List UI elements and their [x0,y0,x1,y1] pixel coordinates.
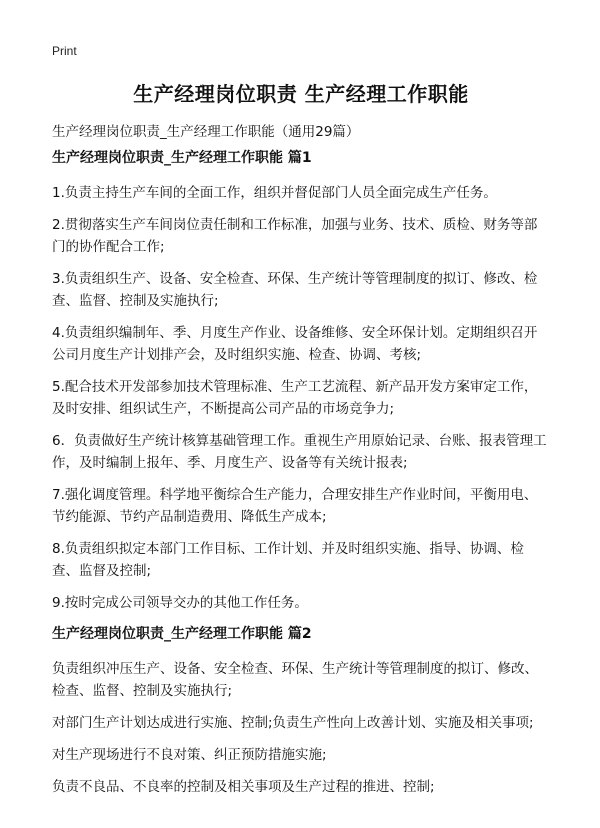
paragraph: 9.按时完成公司领导交办的其他工作任务。 [52,595,308,611]
paragraph: 4.负责组织编制年、季、月度生产作业、设备维修、安全环保计划。定期组织召开公司月度生产计划排产会，及时组织实施、检查、协调、考核; [52,325,538,363]
paragraph: 7.强化调度管理。科学地平衡综合生产能力，合理安排生产作业时间，平衡用电、节约能源、节约产品制造费用、降低生产成本; [52,487,538,525]
paragraph: 5.配合技术开发部参加技术管理标准、生产工艺流程、新产品开发方案审定工作，及时安排、组织试生产，不断提高公司产品的市场竞争力; [52,379,538,417]
section-1 [52,148,550,614]
paragraph: 8.负责组织拟定本部门工作目标、工作计划、并及时组织实施、指导、协调、检查、监督及控制; [52,541,524,579]
section-2 [52,624,550,798]
paragraph: 1.负责主持生产车间的全面工作，组织并督促部门人员全面完成生产任务。 [52,185,497,201]
section-heading: 生产经理岗位职责_生产经理工作职能 篇1 [52,150,312,166]
paragraph: 负责组织冲压生产、设备、安全检查、环保、生产统计等管理制度的拟订、修改、检查、监督、控制及实施执行; [52,661,538,699]
document-title: 生产经理岗位职责 生产经理工作职能 [133,82,469,106]
document-body [52,148,550,808]
paragraph: 6．负责做好生产统计核算基础管理工作。重视生产用原始记录、台账、报表管理工作，及时编制上报年、季、月度生产、设备等有关统计报表; [52,433,547,471]
document-subtitle: 生产经理岗位职责_生产经理工作职能（通用29篇） [52,124,360,140]
paragraph: 3.负责组织生产、设备、安全检查、环保、生产统计等管理制度的拟订、修改、检查、监督、控制及实施执行; [52,271,538,309]
paragraph: 对部门生产计划达成进行实施、控制;负责生产性向上改善计划、实施及相关事项; [52,715,534,731]
section-heading: 生产经理岗位职责_生产经理工作职能 篇2 [52,626,312,642]
print-link[interactable]: Print [52,44,77,58]
paragraph: 2.贯彻落实生产车间岗位责任制和工作标准，加强与业务、技术、质检、财务等部门的协作配合工作; [52,217,538,255]
paragraph: 负责不良品、不良率的控制及相关事项及生产过程的推进、控制; [52,779,435,795]
paragraph: 对生产现场进行不良对策、纠正预防措施实施; [52,747,327,763]
